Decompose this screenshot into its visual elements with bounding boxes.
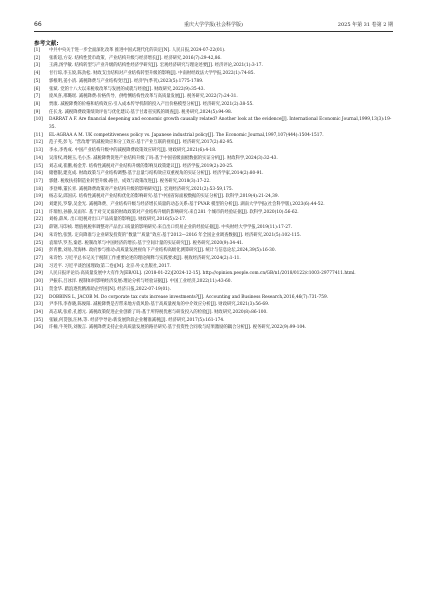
reference-number: [12]: [34, 140, 43, 146]
reference-text: 张斌. 党的十八大以来税收改革与发展的成就与经验[J]. 财政研究,2022(9):35-43.: [49, 86, 205, 92]
reference-text: EL-AGRAA A M. UK competitiveness policy vs. Japanese industrial policy[J]. The Economic Journal,1997,107(444):1504-1517.: [49, 132, 324, 138]
reference-item: [34, 232, 393, 240]
page-number: 66: [34, 21, 42, 28]
running-header: [34, 19, 393, 32]
reference-text: 尹振东,吕冰洋. 税制如何影响经济发展:理论分析与经验证据[J]. 中国工业经济,2022(11):43-60.: [49, 279, 232, 285]
reference-number: [34]: [34, 309, 43, 315]
reference-text: 范子英,彭飞. “营改增”的减税效应和分工效应:基于产业互联的视角[J]. 经济研究,2017(2):82-95.: [49, 140, 234, 146]
reference-text: 人民日报评论员:高质量发展中大有作为[EB/OL]. (2018-01-22)[2024-12-15]. http://opinion.people.com.cn/GB/n1/2018/0122/c1003-29777411.html.: [49, 271, 356, 277]
reference-text: 李永,李秀成. 中国产业结构升级中的减税降费政策效应研究[J]. 财政研究,2021(6):4-18.: [49, 148, 217, 154]
reference-item: [34, 216, 393, 224]
reference-number: [4]: [34, 71, 41, 77]
journal-title: 重庆大学学报(社会科学版): [184, 22, 243, 28]
reference-item: [34, 286, 393, 294]
reference-text: 许楠,牛英铁,刘俊言. 减税降费支持企业高质量发展的路径研究:基于投资性合同收与结果激励的耦合分析[J]. 税务研究,2022(9):99-104.: [49, 325, 307, 331]
reference-number: [5]: [34, 78, 41, 84]
references-heading: 参考文献:: [34, 41, 59, 47]
reference-number: [8]: [34, 101, 41, 107]
reference-number: [24]: [34, 232, 43, 238]
issue-info: 2025 年第 31 卷第 2 期: [337, 22, 393, 28]
reference-number: [2]: [34, 55, 41, 61]
reference-number: [21]: [34, 209, 43, 215]
reference-number: [15]: [34, 163, 43, 169]
reference-text: 习近平. 习近平谈治国理政(第二卷)[M]. 北京:外文出版社,2017.: [49, 263, 171, 269]
reference-text: 王满,汤学敏. 结构转型与产业升级的结构性经济学研究[J]. 宏观经济研究与理论述要[J]. 经济评论,2021(1):3-17.: [49, 63, 263, 69]
reference-item: [34, 70, 393, 78]
reference-item: [34, 317, 393, 325]
reference-item: [34, 186, 393, 194]
reference-text: 高志斌,张希,孔德元. 减税政策促进企业创新了吗:基于所得税优惠与研发投入的检验[J]. 财政研究,2020(8):86-100.: [49, 309, 268, 315]
reference-number: [9]: [34, 109, 41, 115]
reference-item: [34, 301, 393, 309]
reference-text: 庞凤喜,邢璐瑶. 减税降费:价格传导、供给侧结构性改革与高质量发展[J]. 税务研究,2022(7):24-31.: [49, 94, 238, 100]
reference-text: DARRAT A F. Are financial deepening and economic growth causally related? Another look at the evidence[J]. International Economic Journal,1999,13(3):19-35.: [49, 117, 392, 131]
reference-text: 吴清权,周婉玉,毛小杰. 减税降费促进产业结构升级了吗:基于中国省级面板数据的实证分析[J]. 财政科学,2024(3):32-43.: [49, 155, 278, 161]
reference-number: [29]: [34, 271, 43, 277]
reference-number: [31]: [34, 286, 43, 292]
reference-number: [13]: [34, 148, 43, 154]
reference-number: [14]: [34, 155, 43, 161]
reference-text: 刘志成,崔鹏,杨金芳. 结构性减税对产业结构升级的影响及政策建议[J]. 经济学报,2019(2):20-25.: [49, 163, 234, 169]
reference-text: 杨志安,邱国庆. 结构性减税对产业结构优化的影响研究:基于中国省际面板数据的实证分析[J]. 软科学,2019(4):21-24,39.: [49, 194, 279, 200]
reference-text: 许瑞恒,孙静,吴雨军. 基于对交叉溢的财政政策对产业结构升级的影响研究:来自281 个城市的经验证据[J]. 软科学,2020(10):56-62.: [49, 209, 299, 215]
reference-number: [1]: [34, 48, 41, 53]
reference-number: [19]: [34, 194, 43, 200]
reference-number: [36]: [34, 325, 43, 331]
reference-text: 郭根明,姜小清. 减税降费与产业结构变迁[J]. 经济学(季刊),2023(5):1775-1789.: [49, 78, 204, 84]
reference-item: [34, 132, 393, 140]
reference-item: [34, 224, 393, 232]
reference-item: [34, 247, 393, 255]
reference-item: [34, 209, 393, 217]
reference-number: [22]: [34, 217, 43, 223]
reference-text: 甘行琼,李玉姣,陈劲松. 财政支出结构对产业结构转型升级的影响[J]. 中南财经政法大学学报,2022(1):74-85.: [49, 71, 255, 77]
reference-number: [17]: [34, 178, 43, 184]
reference-item: [34, 47, 393, 55]
reference-text: 刘建民,罗黎,吴金光. 减税降费、产业结构升级与经济增长质量的动态关系:基于PVAR 模型的分析[J]. 湖南大学学报(社会科学版),2023(6):44-52.: [49, 202, 325, 208]
reference-item: [34, 86, 393, 94]
reference-item: [34, 278, 393, 286]
reference-text: 刘杨,薛凤. 出口退税对出口产品质量的影响[J]. 财政研究,2016(5):2-17.: [49, 217, 187, 223]
reference-text: 张颖,何贯强,汪林,等. 经济学导论:新发展阶段企业精准减税[J]. 经济研究,2017(5):161-174.: [49, 317, 225, 323]
reference-text: 李登峰,董长青. 减税降费政策对产业结构升级的影响研究[J]. 宏观经济研究,2021(2):53-59,175.: [49, 186, 233, 192]
reference-item: [34, 55, 393, 63]
reference-item: [34, 155, 393, 163]
reference-text: 彭青雅,刘易,茂海林. 政府参与推动:高质量发展视角下产业结构高级化测算研究[J]. 统计与信息论坛,2024,39(5):16-30.: [49, 248, 277, 254]
reference-item: [34, 294, 393, 302]
reference-text: 郭健. 税收扶持制造业转型升级:路径、成效与政策改进[J]. 税务研究,2018(3):17-22.: [49, 178, 211, 184]
reference-number: [27]: [34, 255, 43, 261]
reference-text: 张新超,方安. 结构性货币政策、产业结构升级与经济增长[J]. 经济研究,2016(7):29-42,86.: [49, 55, 222, 61]
reference-number: [18]: [34, 186, 43, 192]
reference-item: [34, 116, 393, 131]
reference-item: [34, 324, 393, 332]
reference-number: [30]: [34, 279, 43, 285]
reference-item: [34, 309, 393, 317]
reference-item: [34, 270, 393, 278]
reference-item: [34, 163, 393, 171]
reference-item: [34, 170, 393, 178]
reference-number: [10]: [34, 117, 43, 123]
reference-number: [7]: [34, 94, 41, 100]
reference-item: [34, 263, 393, 271]
reference-text: 朱诗怡. 习近平总书记关于税制工作重要论述的理论阐释与实践要求[J]. 税收经济研究,2024(2):1-11.: [49, 255, 241, 261]
reference-item: [34, 201, 393, 209]
reference-number: [11]: [34, 132, 43, 138]
reference-item: [34, 147, 393, 155]
reference-item: [34, 193, 393, 201]
reference-text: 中共中央关于进一步全面深化改革 推进中国式现代化的决定[N]. 人民日报,2024-07-22(01).: [49, 48, 226, 53]
reference-text: 贾康. 减税降费的价格和结构效应:引入成本传导机制的投入产出价格模型分析[J]. 经济研究,2021(2):38-55.: [49, 101, 254, 107]
reference-number: [16]: [34, 171, 43, 177]
reference-list: [34, 47, 393, 332]
reference-number: [3]: [34, 63, 41, 69]
reference-item: [34, 62, 393, 70]
reference-text: 任长龙. 减税降费政策绩效评估与优化建议:基于甘肃省实践的调查[J]. 税务研究,2024(5):94-98.: [49, 109, 233, 115]
reference-item: [34, 93, 393, 101]
reference-text: DOBBINS L, JACOB M. Do corporate tax cuts increase investments?[J]. Accounting and Business Research,2016,46(7):731-759.: [49, 294, 329, 300]
reference-number: [6]: [34, 86, 41, 92]
reference-text: 朱诗怡,张凯. 定向降准与企业研发投资的“数量”“质量”效应:基于2012—2016 年全国企业调查数据[J]. 经济研究,2021(5):102-115.: [49, 232, 302, 238]
reference-text: 袁瑞华,罗杰,秦恩. 税制改革与中国经济的增长:基于空间计量的实证研究[J]. 税务研究,2020(9):34-41.: [49, 240, 244, 246]
reference-text: 薛钢,马印祯. 增值税税率调整对产品出口质量的影响研究:来自出口贸易企业的经验证据[J]. 中央财经大学学报,2019(11):17-27.: [49, 225, 293, 231]
reference-number: [35]: [34, 317, 43, 323]
reference-text: 尹李伟,李春晓,陈俊阳. 减税降费是否带来地方债风险:基于高质量视角的中介效应分析[J]. 财政研究,2021(3):56-69.: [49, 302, 270, 308]
reference-item: [34, 255, 393, 263]
reference-number: [28]: [34, 263, 43, 269]
reference-text: 贺金华. 踏浪逐优精准助企纾困[N]. 经济日报,2022-07-19(01).: [49, 286, 171, 292]
reference-item: [34, 178, 393, 186]
reference-number: [20]: [34, 202, 43, 208]
reference-item: [34, 240, 393, 248]
reference-item: [34, 139, 393, 147]
reference-number: [32]: [34, 294, 43, 300]
reference-text: 储德银,建克成. 财政政策与产业结构调整:基于总量与结构效应双重视角的实证分析[J]. 经济学家,2014(2):80-91.: [49, 171, 264, 177]
reference-number: [33]: [34, 302, 43, 308]
reference-item: [34, 78, 393, 86]
reference-item: [34, 101, 393, 109]
reference-item: [34, 109, 393, 117]
reference-number: [26]: [34, 248, 43, 254]
reference-number: [23]: [34, 225, 43, 231]
reference-number: [25]: [34, 240, 43, 246]
